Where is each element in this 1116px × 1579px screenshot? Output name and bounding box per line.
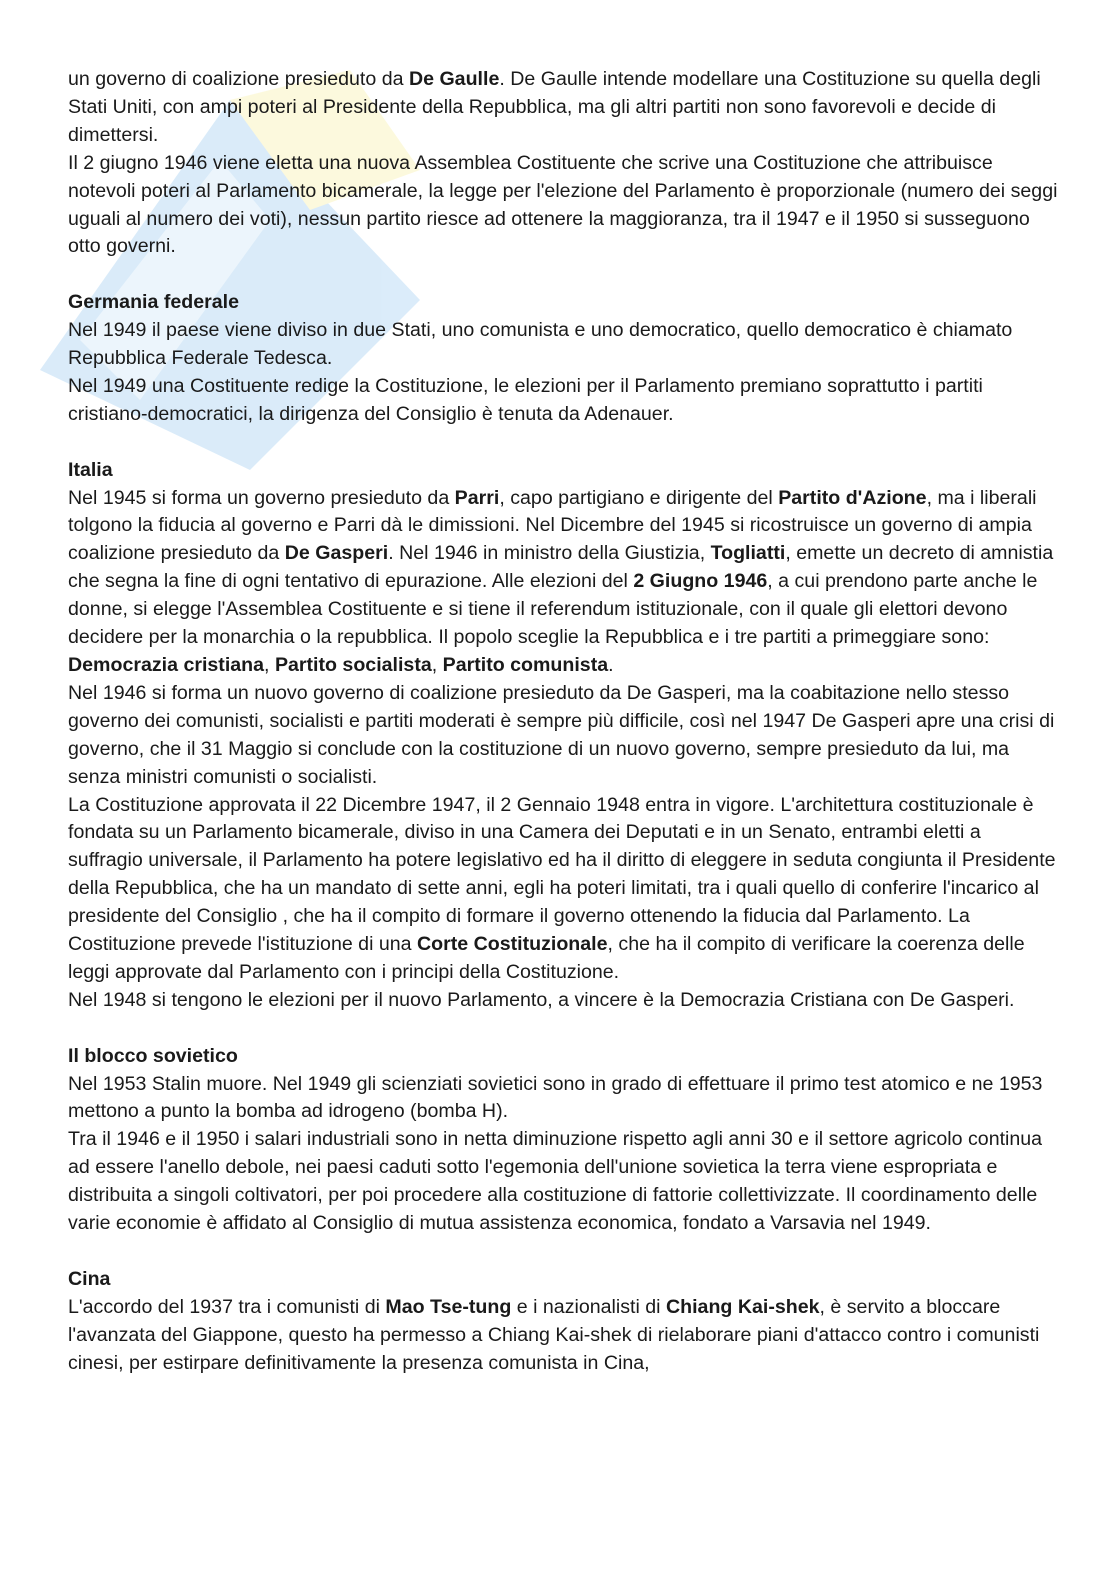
germania-paragraph-2: Nel 1949 una Costituente redige la Costituzione, le elezioni per il Parlamento premiano soprattutto i partiti cristiano-democratici, la dirigenza del Consiglio è tenuta da Adenauer.: [68, 374, 983, 425]
section-spacer: [68, 429, 1058, 457]
section-spacer: [68, 261, 1058, 289]
bold-partito-socialista: Partito socialista: [274, 654, 432, 676]
bold-corte-costituzionale: Corte Costituzionale: [417, 933, 608, 956]
bold-de-gaulle: De Gaulle: [408, 68, 500, 90]
section-spacer: [68, 1238, 1058, 1266]
section-spacer: [68, 1015, 1058, 1043]
bold-parri: Parri: [454, 486, 500, 509]
francia-paragraph-1: un governo di coalizione presieduto da De Gaulle. De Gaulle intende modellare una Costituzione su quella degli Stati Uniti, con ampi poteri al Presidente della Repubblica, ma gli altri partiti non sono favorevoli e decide di dimettersi.: [68, 68, 1041, 146]
francia-paragraph-2: Il 2 giugno 1946 viene eletta una nuova Assemblea Costituente che scrive una Costituzione che attribuisce notevoli poteri al Parlamento bicamerale, la legge per l'elezione del Parlamento è proporzionale (numero dei seggi uguali al numero dei voti), nessun partito riesce ad ottenere la maggioranza, tra il 1947 e il 1950 si susseguono otto governi.: [68, 151, 1058, 258]
bold-democrazia-cristiana: Democrazia cristiana: [68, 654, 265, 676]
heading-germania-federale: Germania federale: [68, 291, 239, 314]
germania-paragraph-1: Nel 1949 il paese viene diviso in due Stati, uno comunista e uno democratico, quello democratico è chiamato Repubblica Federale Tedesca.: [68, 319, 1013, 370]
blocco-paragraph-1: Nel 1953 Stalin muore. Nel 1949 gli scienziati sovietici sono in grado di effettuare il primo test atomico e ne 1953 mettono a punto la bomba ad idrogeno (bomba H).: [68, 1072, 1043, 1123]
italia-paragraph-1: Nel 1945 si forma un governo presieduto da Parri, capo partigiano e dirigente del Partito d'Azione, ma i liberali tolgono la fiducia al governo e Parri dà le dimissioni. Nel Dicembre del 1945 si ricostruisce un governo di ampia coalizione presieduto da De Gasperi. Nel 1946 in ministro della Giustizia, Togliatti, emette un decreto di amnistia che segna la fine di ogni tentativo di epurazione. Alle elezioni del 2 Giugno 1946, a cui prendono parte anche le donne, si elegge l'Assemblea Costituente e si tiene il referendum istituzionale, con il quale gli elettori devono decidere per la monarchia o la repubblica. Il popolo sceglie la Repubblica e i tre partiti a primeggiare sono: Democrazia cristiana, Partito socialista, Partito comunista.: [68, 486, 1054, 676]
bold-partito-azione: Partito d'Azione: [778, 486, 927, 509]
bold-togliatti: Togliatti: [710, 542, 786, 565]
bold-partito-comunista: Partito comunista: [442, 654, 609, 676]
document-body: [68, 66, 1058, 1378]
heading-italia: Italia: [68, 458, 113, 481]
blocco-paragraph-2: Tra il 1946 e il 1950 i salari industriali sono in netta diminuzione rispetto agli anni 30 e il settore agricolo continua ad essere l'anello debole, nei paesi caduti sotto l'egemonia dell'unione sovietica la terra viene espropriata e distribuita a singoli coltivatori, per poi procedere alla costituzione di fattorie collettivizzate. Il coordinamento delle varie economie è affidato al Consiglio di mutua assistenza economica, fondato a Varsavia nel 1949.: [68, 1128, 1043, 1235]
cina-paragraph-1: L'accordo del 1937 tra i comunisti di Mao Tse-tung e i nazionalisti di Chiang Kai-shek, è servito a bloccare l'avanzata del Giappone, questo ha permesso a Chiang Kai-shek di rielaborare piani d'attacco contro i comunisti cinesi, per estirpare definitivamente la presenza comunista in Cina,: [68, 1295, 1040, 1374]
bold-chiang-kai-shek: Chiang Kai-shek: [665, 1295, 820, 1318]
bold-mao-tse-tung: Mao Tse-tung: [385, 1295, 512, 1318]
italia-paragraph-3: La Costituzione approvata il 22 Dicembre 1947, il 2 Gennaio 1948 entra in vigore. L'architettura costituzionale è fondata su un Parlamento bicamerale, diviso in una Camera dei Deputati e in un Senato, entrambi eletti a suffragio universale, il Parlamento ha potere legislativo ed ha il diritto di eleggere in seduta congiunta il Presidente della Repubblica, che ha un mandato di sette anni, egli ha poteri limitati, tra i quali quello di conferire l'incarico al presidente del Consiglio , che ha il compito di formare il governo ottenendo la fiducia dal Parlamento. La Costituzione prevede l'istituzione di una Corte Costituzionale, che ha il compito di verificare la coerenza delle leggi approvate dal Parlamento con i principi della Costituzione.: [68, 793, 1056, 983]
heading-cina: Cina: [68, 1267, 111, 1290]
heading-blocco-sovietico: Il blocco sovietico: [68, 1044, 238, 1067]
bold-de-gasperi: De Gasperi: [284, 542, 389, 565]
bold-2-giugno-1946: 2 Giugno 1946: [633, 570, 768, 593]
italia-paragraph-4: Nel 1948 si tengono le elezioni per il nuovo Parlamento, a vincere è la Democrazia Cristiana con De Gasperi.: [68, 988, 1015, 1011]
italia-paragraph-2: Nel 1946 si forma un nuovo governo di coalizione presieduto da De Gasperi, ma la coabitazione nello stesso governo dei comunisti, socialisti e partiti moderati è sempre più difficile, così nel 1947 De Gasperi apre una crisi di governo, che il 31 Maggio si conclude con la costituzione di un nuovo governo, sempre presieduto da lui, ma senza ministri comunisti o socialisti.: [68, 681, 1055, 788]
